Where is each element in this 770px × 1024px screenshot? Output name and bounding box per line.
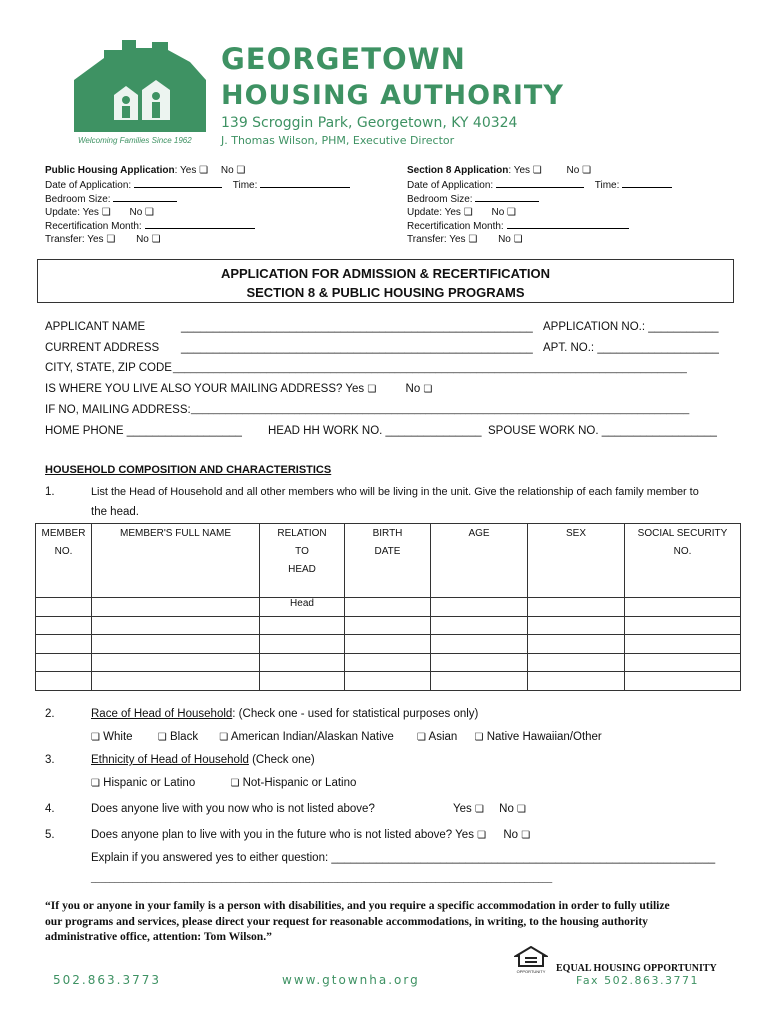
current-address-field[interactable]: _______________________________________________________: [181, 342, 533, 354]
q5-number: 5.: [45, 829, 55, 841]
footer-website[interactable]: www.gtownha.org: [282, 973, 420, 987]
s8-yes-checkbox[interactable]: [533, 165, 542, 176]
col-full-name: MEMBER'S FULL NAME: [92, 524, 260, 598]
footer-fax: Fax 502.863.3771: [576, 974, 700, 987]
logo-house-icon: [74, 40, 214, 145]
office-right-block: Section 8 Application: Yes ❏ No ❏ Date of Application: Time: Bedroom Size: Update: Yes ❏ No ❏ Recertification Month: Transfer: Yes ❏ No ❏: [407, 165, 672, 246]
city-state-zip-field[interactable]: ________________________________________________________________________________________: [173, 362, 687, 374]
q5-yes-checkbox[interactable]: [477, 829, 486, 841]
apt-no-field[interactable]: APT. NO.: ___________________: [543, 342, 719, 354]
ph-update-no-checkbox[interactable]: [145, 207, 154, 218]
col-ssn: SOCIAL SECURITY NO.: [625, 524, 741, 598]
s8-transfer-yes-checkbox[interactable]: [468, 234, 477, 245]
q4-number: 4.: [45, 803, 55, 815]
form-title-line1: APPLICATION FOR ADMISSION & RECERTIFICATION: [220, 266, 551, 281]
col-member-no: MEMBER NO.: [36, 524, 92, 598]
ph-transfer-no-checkbox[interactable]: [152, 234, 161, 245]
table-row: [36, 598, 741, 617]
disability-notice: “If you or anyone in your family is a person with disabilities, and you require a specific accommodation in order to fully utilize our programs and services, please direct your request for reasonable accommodations, in writing, to the housing authority administrative office, attention: Tom Wilson.”: [45, 899, 670, 943]
home-phone-field[interactable]: HOME PHONE __________________: [45, 425, 242, 437]
ph-time-field[interactable]: [260, 178, 350, 188]
explain-field-line2[interactable]: ___________________________________________________________________________________________________: [91, 873, 553, 883]
race-options: ❏ White ❏ Black ❏ American Indian/Alaskan Native ❏ Asian ❏ Native Hawaiian/Other: [91, 731, 602, 743]
s8-update-yes-checkbox[interactable]: [464, 207, 473, 218]
explain-row: Explain if you answered yes to either question: ____________________________________________________________: [91, 852, 716, 864]
header-address: 139 Scroggin Park, Georgetown, KY 40324: [221, 115, 518, 131]
ph-yes-checkbox[interactable]: [199, 165, 208, 176]
mailing-address-label: IF NO, MAILING ADDRESS:: [45, 404, 191, 416]
ph-transfer-yes-checkbox[interactable]: [106, 234, 115, 245]
ethnicity-hispanic-checkbox[interactable]: [91, 777, 100, 789]
logo-title-line1: GEORGETOWN: [221, 42, 466, 76]
application-no-field[interactable]: APPLICATION NO.: ___________: [543, 321, 719, 333]
q4-answers: Yes ❏ No ❏: [453, 803, 526, 815]
household-table-header: [36, 524, 741, 598]
eho-text: EQUAL HOUSING OPPORTUNITY: [556, 963, 717, 974]
q3-number: 3.: [45, 754, 55, 766]
explain-field[interactable]: ____________________________________________________________: [331, 852, 716, 864]
mailing-address-field[interactable]: _______________________________________________________________________________________: [191, 404, 690, 415]
table-row: [36, 672, 741, 691]
s8-transfer-no-checkbox[interactable]: [514, 234, 523, 245]
q2-number: 2.: [45, 708, 55, 720]
office-left-block: Public Housing Application: Yes ❏ No ❏ Date of Application: Time: Bedroom Size: Update: Yes ❏ No ❏ Recertification Month: Transfer: Yes ❏ No ❏: [45, 165, 350, 246]
ph-app-label: Public Housing Application: [45, 165, 175, 176]
race-white-checkbox[interactable]: [91, 731, 100, 743]
applicant-name-label: APPLICANT NAME: [45, 321, 146, 333]
head-work-phone-field[interactable]: HEAD HH WORK NO. _______________: [268, 425, 482, 437]
table-row: [36, 653, 741, 672]
col-age: AGE: [431, 524, 528, 598]
s8-no-checkbox[interactable]: [582, 165, 591, 176]
equal-housing-icon: [514, 946, 548, 974]
ph-date-field[interactable]: [134, 178, 222, 188]
q4-no-checkbox[interactable]: [517, 803, 526, 815]
household-section-title: HOUSEHOLD COMPOSITION AND CHARACTERISTICS: [45, 464, 332, 476]
head-relation-cell: Head: [260, 598, 345, 617]
race-american-indian-checkbox[interactable]: [219, 731, 228, 743]
s8-recert-field[interactable]: [507, 219, 629, 229]
table-row: [36, 635, 741, 654]
logo-tagline: Welcoming Families Since 1962: [78, 136, 192, 145]
q3-text: Ethnicity of Head of Household (Check one): [91, 754, 315, 766]
logo-title-line2: HOUSING AUTHORITY: [221, 80, 564, 111]
mailing-yes-checkbox[interactable]: [367, 383, 376, 395]
s8-bedroom-field[interactable]: [475, 192, 539, 202]
s8-date-field[interactable]: [496, 178, 584, 188]
form-title-box: [37, 259, 734, 303]
col-relation: RELATION TO HEAD: [260, 524, 345, 598]
col-birth-date: BIRTH DATE: [345, 524, 431, 598]
city-state-zip-label: CITY, STATE, ZIP CODE: [45, 362, 172, 374]
s8-time-field[interactable]: [622, 178, 672, 188]
q4-yes-checkbox[interactable]: [475, 803, 484, 815]
footer-phone: 502.863.3773: [53, 973, 161, 987]
q2-text: Race of Head of Household: (Check one - used for statistical purposes only): [91, 708, 479, 720]
household-table: [35, 523, 741, 691]
mailing-no-checkbox[interactable]: [423, 383, 432, 395]
table-row: [36, 616, 741, 635]
q1-number: 1.: [45, 486, 55, 498]
mailing-question: IS WHERE YOU LIVE ALSO YOUR MAILING ADDRESS? Yes ❏ No ❏: [45, 383, 432, 395]
q5-no-checkbox[interactable]: [521, 829, 530, 841]
q1-text: List the Head of Household and all other members who will be living in the unit. Give the relationship of each family member to: [91, 486, 699, 498]
form-title-line2: SECTION 8 & PUBLIC HOUSING PROGRAMS: [246, 285, 525, 300]
spouse-work-phone-field[interactable]: SPOUSE WORK NO. __________________: [488, 425, 717, 437]
ph-update-yes-checkbox[interactable]: [102, 207, 111, 218]
s8-update-no-checkbox[interactable]: [507, 207, 516, 218]
ph-recert-field[interactable]: [145, 219, 255, 229]
ph-bedroom-field[interactable]: [113, 192, 177, 202]
q4-text: Does anyone live with you now who is not listed above?: [91, 803, 375, 815]
q5-text: Does anyone plan to live with you in the future who is not listed above? Yes ❏ No ❏: [91, 829, 530, 841]
race-asian-checkbox[interactable]: [417, 731, 426, 743]
header-director: J. Thomas Wilson, PHM, Executive Director: [221, 134, 455, 147]
q1-text-cont: the head.: [91, 506, 139, 518]
ethnicity-options: ❏ Hispanic or Latino ❏ Not-Hispanic or Latino: [91, 777, 356, 789]
s8-app-label: Section 8 Application: [407, 165, 509, 176]
eho-icon-label: OPPORTUNITY: [516, 969, 546, 974]
current-address-label: CURRENT ADDRESS: [45, 342, 160, 354]
race-native-hawaiian-checkbox[interactable]: [475, 731, 484, 743]
ph-no-checkbox[interactable]: [236, 165, 245, 176]
col-sex: SEX: [528, 524, 625, 598]
applicant-name-field[interactable]: _______________________________________________________: [181, 321, 533, 333]
ethnicity-not-hispanic-checkbox[interactable]: [230, 777, 239, 789]
race-black-checkbox[interactable]: [158, 731, 167, 743]
